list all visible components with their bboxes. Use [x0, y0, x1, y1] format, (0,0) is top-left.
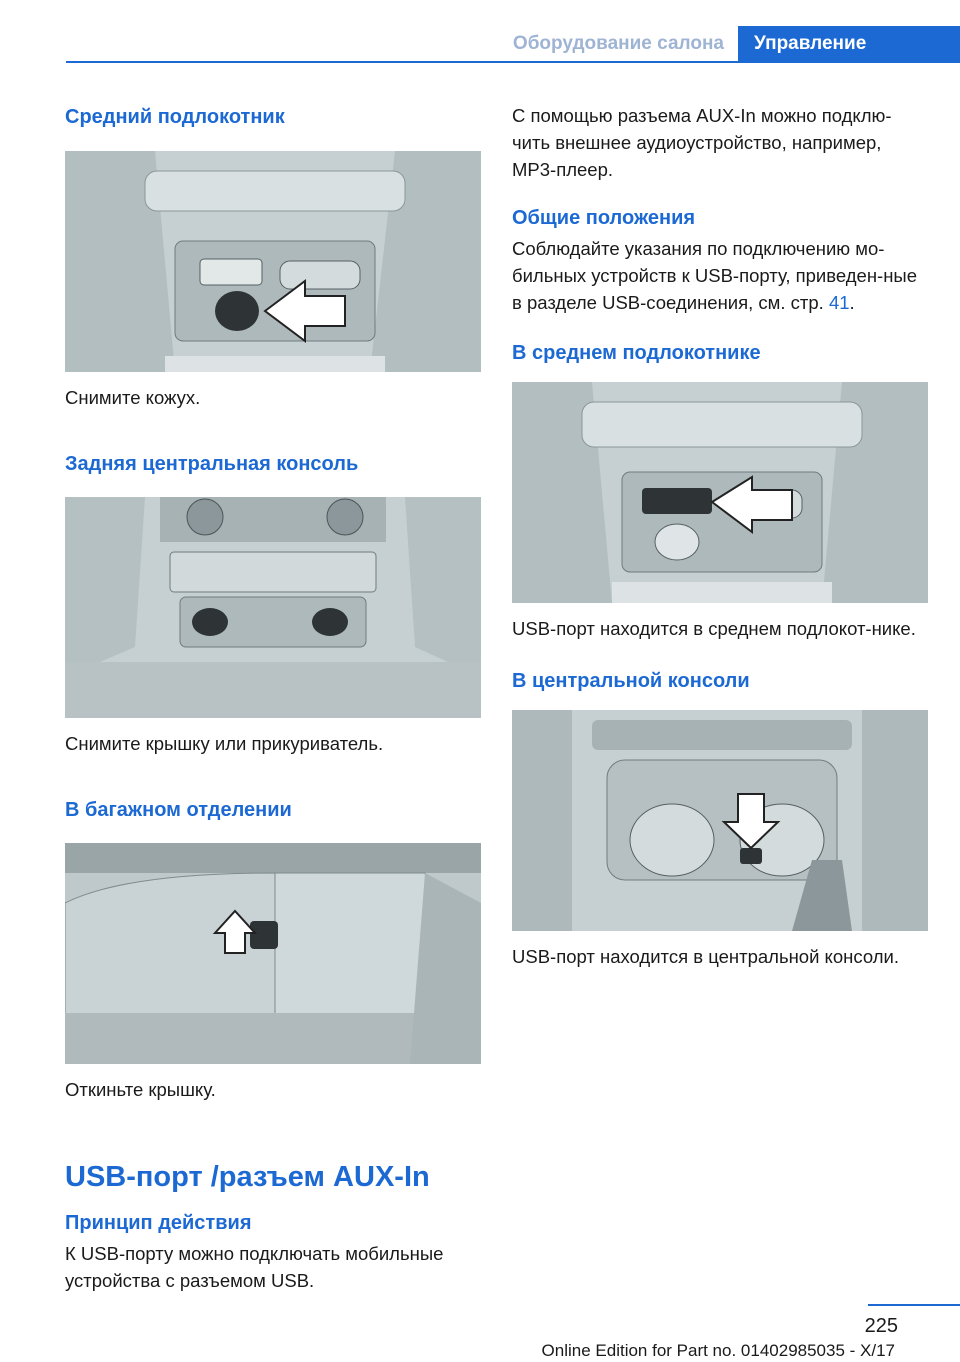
heading-principle: Принцип действия [65, 1212, 252, 1234]
text-general: Соблюдайте указания по подключению мо-бильных устройств к USB-порту, приведен-ные в разделе USB-соединения, см. стр. 41. [512, 238, 918, 313]
heading-armrest2: В среднем подлокотнике [512, 342, 761, 364]
heading-center-console: В центральной консоли [512, 670, 750, 692]
caption-rear-console: Снимите крышку или прикуриватель. [65, 733, 384, 754]
heading-middle-armrest: Средний подлокотник [65, 106, 285, 128]
header-rule [66, 61, 960, 63]
rear-console-photo [65, 497, 481, 718]
caption-armrest2: USB-порт находится в среднем подлокот-нике. [512, 618, 916, 639]
armrest-photo [65, 151, 481, 372]
caption-armrest: Снимите кожух. [65, 387, 201, 408]
caption-center-console: USB-порт находится в центральной консоли. [512, 946, 899, 967]
caption-trunk: Откиньте крышку. [65, 1079, 216, 1100]
left-column [65, 98, 481, 1294]
page-number: 225 [864, 1315, 898, 1337]
right-column [512, 98, 928, 970]
heading-general: Общие положения [512, 207, 696, 229]
heading-trunk: В багажном отделении [65, 799, 292, 821]
page-link-41[interactable]: 41 [828, 292, 850, 313]
text-aux: С помощью разъема AUX-In можно подклю-чить внешнее аудиоустройство, например, MP3-плеер. [512, 105, 892, 180]
heading-rear-console: Задняя центральная консоль [65, 453, 359, 475]
trunk-photo [65, 843, 481, 1064]
center-console-photo [512, 710, 928, 931]
armrest-usb-photo [512, 382, 928, 603]
footer-rule [868, 1304, 960, 1306]
header-chapter-tab: Управление [738, 26, 960, 63]
header-section-title: Оборудование салона [512, 33, 724, 54]
edition-info: Online Edition for Part no. 01402985035 - X/17 [541, 1341, 895, 1360]
heading-usb-aux: USB-порт /разъем AUX-In [65, 1161, 430, 1193]
text-principle: К USB-порту можно подключать мобильные устройства с разъемом USB. [65, 1243, 444, 1291]
